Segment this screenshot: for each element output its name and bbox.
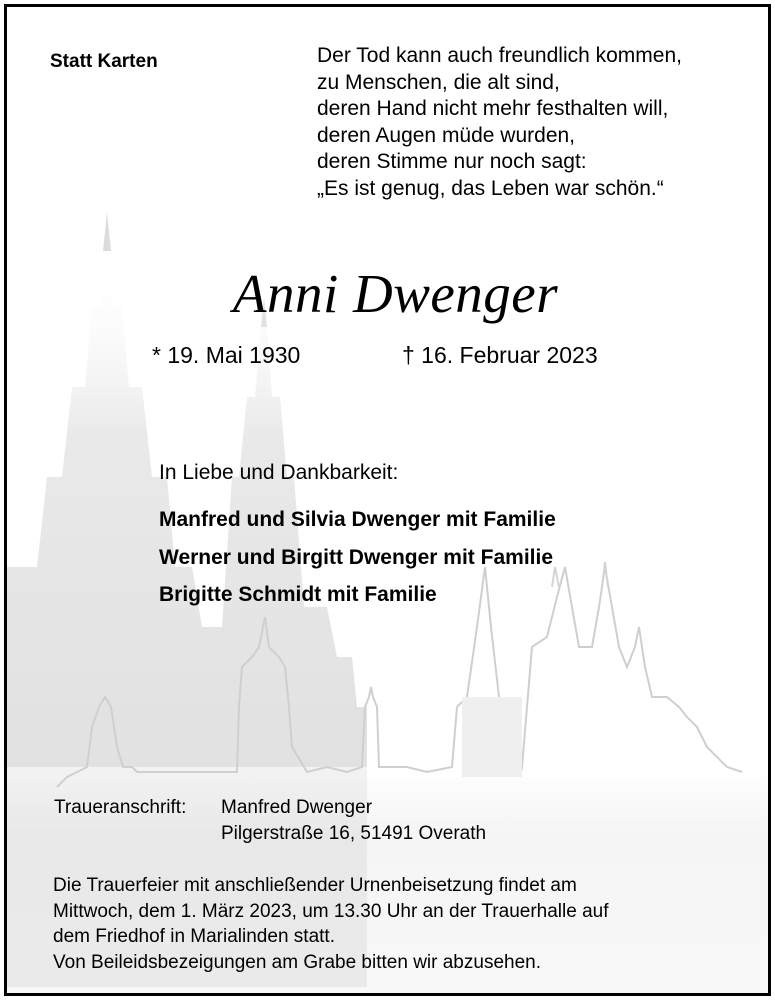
address-name: Manfred Dwenger <box>221 797 373 818</box>
poem-line: deren Stimme nur noch sagt: <box>317 150 587 173</box>
mourner-family: Werner und Birgitt Dwenger mit Familie <box>159 545 553 569</box>
deceased-name: Anni Dwenger <box>232 263 559 324</box>
funeral-notice <box>53 873 725 975</box>
poem-line: deren Hand nicht mehr festhalten will, <box>317 97 669 120</box>
poem-line: zu Menschen, die alt sind, <box>317 70 560 94</box>
poem-line: „Es ist genug, das Leben war schön.“ <box>317 176 664 200</box>
address-label: Traueranschrift: <box>54 797 187 818</box>
obituary-card <box>4 4 771 996</box>
mourner-family: Manfred und Silvia Dwenger mit Familie <box>159 508 556 531</box>
address-street: Pilgerstraße 16, 51491 Overath <box>221 823 487 844</box>
notice-line: dem Friedhof in Marialinden statt. <box>53 926 335 947</box>
poem-line: deren Augen müde wurden, <box>317 123 576 147</box>
poem <box>317 43 682 202</box>
poem-line: Der Tod kann auch freundlich kommen, <box>317 44 682 67</box>
birth-date: * 19. Mai 1930 <box>152 342 301 368</box>
notice-line: Mittwoch, dem 1. März 2023, um 13.30 Uhr an der Trauerhalle auf <box>53 900 609 922</box>
notice-line: Die Trauerfeier mit anschließender Urnenbeisetzung findet am <box>53 875 577 896</box>
death-date: † 16. Februar 2023 <box>402 342 598 368</box>
mourners-intro: In Liebe und Dankbarkeit: <box>159 461 399 484</box>
mourner-family: Brigitte Schmidt mit Familie <box>159 583 437 606</box>
mourners-list <box>159 501 556 614</box>
statt-karten-label: Statt Karten <box>50 51 158 72</box>
notice-line: Von Beileidsbezeigungen am Grabe bitten wir abzusehen. <box>53 951 541 973</box>
